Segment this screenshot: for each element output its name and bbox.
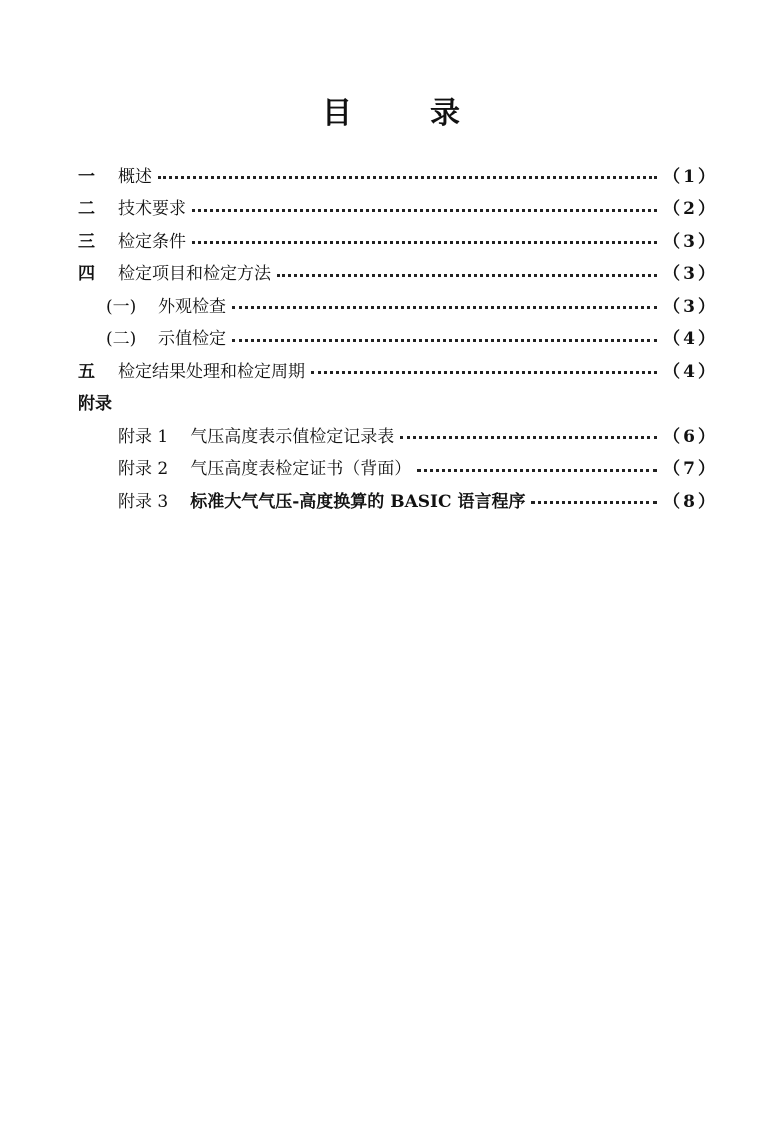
- toc-entry[interactable]: [78, 223, 718, 256]
- appendix-number: 附录 2: [118, 459, 169, 480]
- toc-label: 技术要求: [118, 199, 186, 220]
- leader-dots: [277, 273, 657, 277]
- appendix-number: 附录 1: [118, 426, 169, 447]
- toc-entry[interactable]: [78, 191, 718, 224]
- toc-page-number: （4）: [663, 329, 718, 350]
- toc-subentry[interactable]: [78, 288, 718, 321]
- toc-number: 二: [78, 199, 95, 220]
- toc-page-number: （7）: [663, 459, 718, 480]
- leader-dots: [192, 208, 657, 212]
- toc-number: 三: [78, 231, 95, 252]
- appendix-label: 气压高度表示值检定记录表: [190, 426, 395, 447]
- title-char-right: 录: [430, 96, 460, 131]
- leader-dots: [531, 500, 657, 504]
- toc-page-number: （6）: [663, 426, 718, 447]
- leader-dots: [311, 370, 657, 374]
- toc-label: 概述: [118, 166, 152, 187]
- toc-label: 检定条件: [118, 231, 186, 252]
- toc-number: (一): [106, 296, 137, 317]
- toc-number: 一: [78, 166, 95, 187]
- toc-subentry[interactable]: [78, 321, 718, 354]
- leader-dots: [192, 240, 657, 244]
- toc-label: 检定结果处理和检定周期: [118, 361, 305, 382]
- appendix-entry[interactable]: [78, 418, 718, 451]
- toc-entry[interactable]: [78, 256, 718, 289]
- toc-label: 检定项目和检定方法: [118, 264, 271, 285]
- toc-entry[interactable]: [78, 353, 718, 386]
- title-char-left: 目: [322, 96, 352, 131]
- appendix-entry[interactable]: [78, 451, 718, 484]
- page-title: [0, 88, 782, 132]
- toc-page-number: （4）: [663, 361, 718, 382]
- leader-dots: [232, 305, 657, 309]
- leader-dots: [158, 175, 657, 179]
- toc-page-number: （3）: [663, 296, 718, 317]
- toc-number: 五: [78, 361, 95, 382]
- leader-dots: [400, 435, 657, 439]
- toc-page-number: （3）: [663, 231, 718, 252]
- toc-page-number: （1）: [663, 166, 718, 187]
- toc-page-number: （3）: [663, 264, 718, 285]
- toc-number: (二): [106, 329, 137, 350]
- toc-page-number: （8）: [663, 491, 718, 512]
- toc-label: 示值检定: [158, 329, 226, 350]
- appendix-number: 附录 3: [118, 491, 169, 512]
- leader-dots: [417, 468, 657, 472]
- toc-entry[interactable]: [78, 158, 718, 191]
- toc-label: 外观检查: [158, 296, 226, 317]
- toc-number: 四: [78, 264, 95, 285]
- appendix-heading-label: 附录: [78, 394, 112, 415]
- appendix-label: 标准大气气压-高度换算的 BASIC 语言程序: [190, 491, 526, 512]
- appendix-entry[interactable]: [78, 483, 718, 516]
- appendix-label: 气压高度表检定证书（背面）: [190, 459, 412, 480]
- toc-page-number: （2）: [663, 199, 718, 220]
- leader-dots: [232, 338, 657, 342]
- appendix-heading: [78, 386, 718, 419]
- table-of-contents: [78, 158, 718, 516]
